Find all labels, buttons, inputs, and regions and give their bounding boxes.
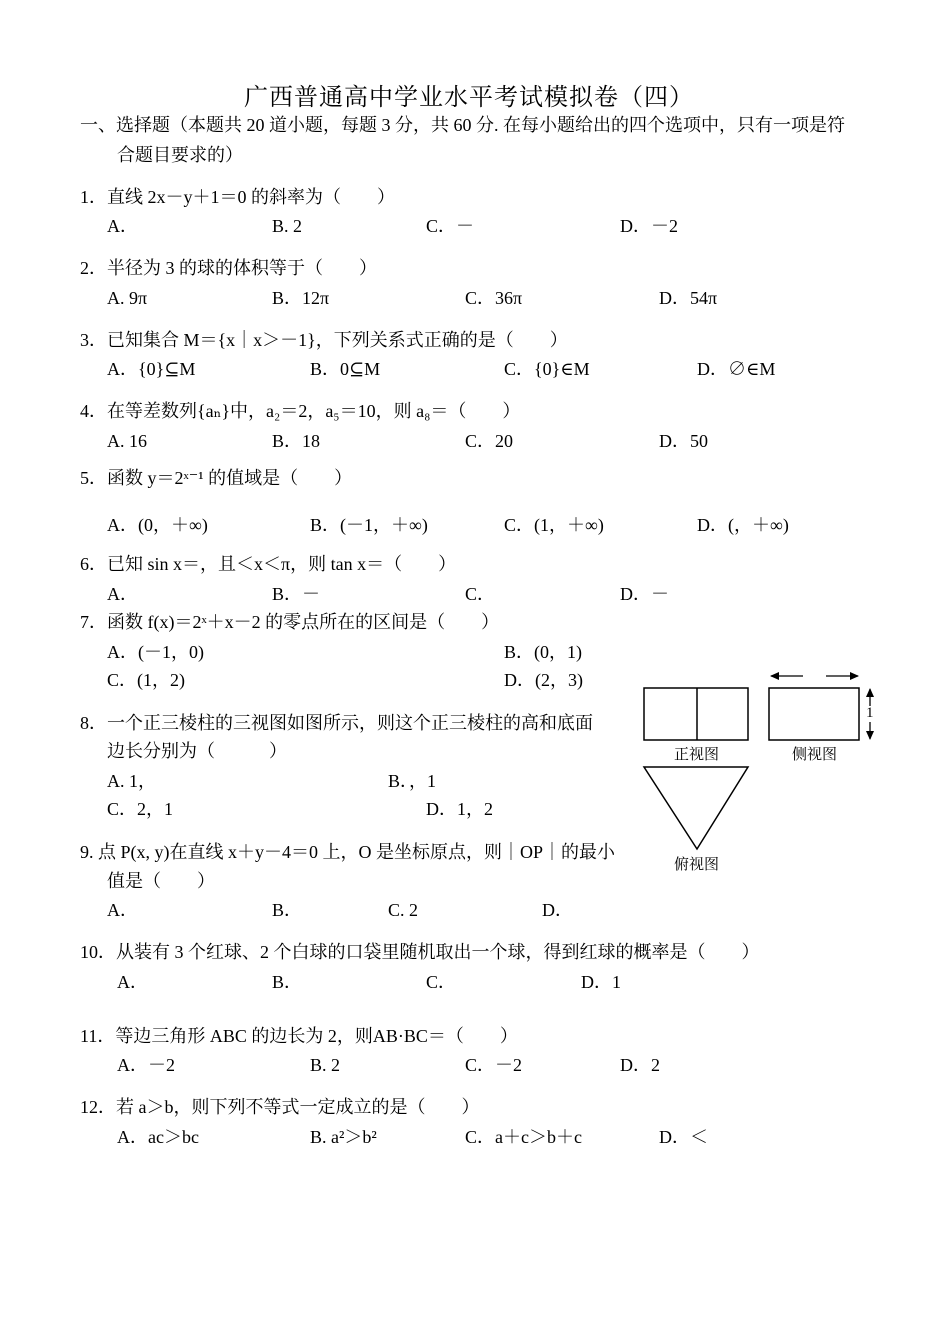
- option-b: B．: [272, 900, 303, 920]
- option-b: B．: [272, 972, 303, 992]
- option-a: A．: [107, 900, 138, 920]
- question-stem: 11．等边三角形 ABC 的边长为 2，则AB·BC＝（ ）: [80, 1026, 518, 1046]
- section-header-line2: 合题目要求的）: [117, 145, 243, 165]
- option-c: C．－: [426, 216, 475, 236]
- option-c: C．20: [465, 431, 514, 451]
- section-header-line1: 一、选择题（本题共 20 道小题，每题 3 分，共 60 分. 在每小题给出的四个选项中，只有一项是符: [80, 115, 845, 135]
- option-a: A．(－1，0): [107, 642, 204, 662]
- width-arrowhead-right: [850, 672, 859, 680]
- option-b: B．12π: [272, 288, 330, 308]
- option-d: D．∅∈M: [697, 359, 776, 379]
- page-title: 广西普通高中学业水平考试模拟卷（四）: [244, 85, 694, 111]
- top-view: [644, 767, 748, 849]
- question-stem: 4．在等差数列{aₙ}中，a₂＝2，a₅＝10，则 a₈＝（ ）: [80, 401, 521, 421]
- question-stem: 5．函数 y＝2ˣ⁻¹ 的值域是（ ）: [80, 468, 353, 488]
- option-a: A．: [117, 972, 148, 992]
- option-d: D．(2，3): [504, 670, 583, 690]
- option-a: A. 9π: [107, 288, 148, 308]
- option-c: C．a＋c＞b＋c: [465, 1127, 582, 1147]
- option-c: C．: [465, 584, 496, 604]
- option-d: D．－2: [620, 216, 678, 236]
- option-d: D．1: [581, 972, 621, 992]
- side-view-caption: 侧视图: [792, 747, 838, 763]
- question-stem: 9. 点 P(x, y)在直线 x＋y－4＝0 上，O 是坐标原点，则｜OP｜的最小: [80, 842, 616, 862]
- option-c: C．(1，2): [107, 670, 185, 690]
- option-c: C．36π: [465, 288, 523, 308]
- option-a: A．: [107, 216, 138, 236]
- option-a: A．{0}⊆M: [107, 359, 196, 379]
- option-c: C．－2: [465, 1055, 523, 1075]
- option-c: C．2，1: [107, 799, 174, 819]
- option-b: B. 2: [272, 216, 303, 236]
- question-stem: 8．一个正三棱柱的三视图如图所示，则这个正三棱柱的高和底面: [80, 713, 593, 733]
- question-stem: 1．直线 2x－y＋1＝0 的斜率为（ ）: [80, 187, 395, 207]
- question-stem: 3．已知集合 M＝{x｜x＞－1}，下列关系式正确的是（ ）: [80, 330, 568, 350]
- question-stem-continued: 值是（ ）: [107, 871, 215, 891]
- option-c: C．{0}∈M: [504, 359, 590, 379]
- height-arrowhead-down: [866, 731, 874, 740]
- option-b: B. 2: [310, 1055, 341, 1075]
- front-view-caption: 正视图: [674, 747, 720, 763]
- option-c: C．: [426, 972, 457, 992]
- option-a: A. 16: [107, 431, 147, 451]
- option-a: A. 1，: [107, 771, 156, 791]
- option-b: B．(0，1): [504, 642, 582, 662]
- option-c: C. 2: [388, 900, 419, 920]
- option-d: D．54π: [659, 288, 718, 308]
- option-d: D．1，2: [426, 799, 493, 819]
- question-stem: 12．若 a＞b，则下列不等式一定成立的是（ ）: [80, 1097, 480, 1117]
- top-view-caption: 俯视图: [674, 857, 720, 873]
- option-b: B．18: [272, 431, 321, 451]
- option-b: B. a²＞b²: [310, 1127, 377, 1147]
- question-stem: 10．从装有 3 个红球、2 个白球的口袋里随机取出一个球，得到红球的概率是（ ）: [80, 942, 760, 962]
- option-d: D．＜: [659, 1127, 708, 1147]
- option-a: A．: [107, 584, 138, 604]
- question-stem: 2．半径为 3 的球的体积等于（ ）: [80, 258, 377, 278]
- option-d: D．(，＋∞): [697, 515, 789, 535]
- side-view: [769, 688, 859, 740]
- option-a: A．－2: [117, 1055, 175, 1075]
- option-a: A．ac＞bc: [117, 1127, 199, 1147]
- option-b: B．－: [272, 584, 321, 604]
- question-stem: 6．已知 sin x＝，且＜x＜π，则 tan x＝（ ）: [80, 554, 457, 574]
- option-b: B．0⊆M: [310, 359, 381, 379]
- option-d: D．50: [659, 431, 708, 451]
- height-arrowhead-up: [866, 688, 874, 697]
- front-view: [644, 688, 748, 740]
- option-c: C．(1，＋∞): [504, 515, 604, 535]
- question-stem: 7．函数 f(x)＝2ˣ＋x－2 的零点所在的区间是（ ）: [80, 612, 500, 632]
- side-height-label: 1: [866, 705, 874, 721]
- question-stem-continued: 边长分别为（ ）: [107, 741, 287, 761]
- option-d: D．－: [620, 584, 669, 604]
- option-d: D．2: [620, 1055, 660, 1075]
- option-b: B．(－1，＋∞): [310, 515, 428, 535]
- option-a: A．(0，＋∞): [107, 515, 208, 535]
- option-d: D．: [542, 900, 573, 920]
- width-arrowhead-left: [770, 672, 779, 680]
- option-b: B．，1: [388, 771, 437, 791]
